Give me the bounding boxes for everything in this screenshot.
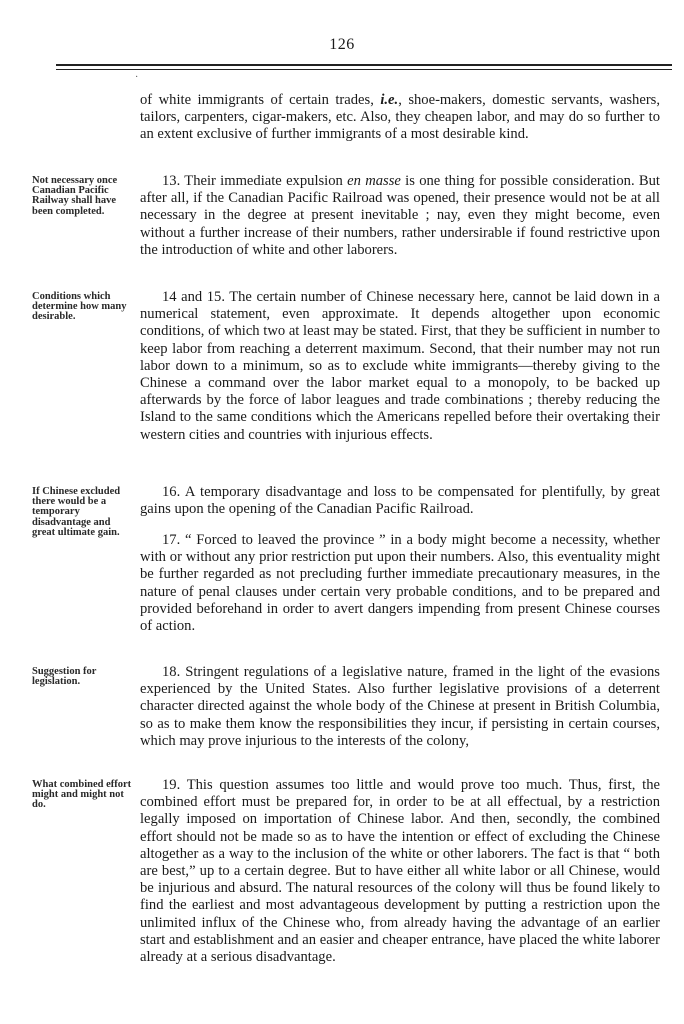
marginal-note-16: If Chinese excluded there would be a temporary disadvantage and great ultimate gain.: [32, 486, 121, 538]
paragraph-19: [140, 777, 660, 966]
paragraph-13: [140, 173, 660, 259]
marginal-note-18: Suggestion for legislation.: [32, 666, 97, 688]
paragraph-text: 14 and 15. The certain number of Chinese necessary here, cannot be laid down in a numerical statement, even approximate. It depends altogether upon economic conditions, of which two at least may be stated. First, that they be sufficient in number to keep labor from reaching a deterrent maximum. Second, that their number may not run labor down to a minimum, so as to exclude white immigrants—thereby giving to the Chinese a command over the labor market equal to a monopoly, to be backed up afterwards by the force of labor leagues and trade combinations ; thereby reducing the Island to the same conditions which the Americans repelled before their overtaking their western cities and countries with injurious effects.: [140, 289, 660, 443]
stray-mark: ·: [135, 72, 139, 83]
paragraph-text: 17. “ Forced to leaved the province ” in a body might become a necessity, whether with or without any prior restriction put upon their numbers. Also, this eventuality might be further regarded as not precluding further immediate precautionary measures, in the nature of penal clauses under certain very probable conditions, and to be prepared and provided beforehand in order to avert dangers impending from present Chinese courses of action.: [140, 532, 660, 635]
paragraph-text: 19. This question assumes too little and would prove too much. Thus, first, the combined effort must be prepared for, in order to be at all effectual, by a restriction legally imposed on importation of Chinese labor. And then, secondly, the combined effort should not be made so as to have the intention or effect of excluding the Chinese altogether as a way to the inclusion of the white or other laborers. The fact is that “ both are best,” up to a certain degree. But to have either all white labor or all Chinese, would be injurious and absurd. The natural resources of the colony will thus be found likely to find the earliest and most advantageous development by putting a restriction upon the unlimited influx of the Chinese who, from already having the advantage of an earlier start and establishment and an easier and cheaper entrance, have placed the white laborer already at a serious disadvantage.: [140, 777, 660, 966]
text-run: , shoe-makers, domestic servants, washers, tailors, carpenters, cigar-makers, etc. Also, they cheapen labor, and may do so further to an extent exclusive of further immigrants of a most desirable kind.: [140, 92, 661, 143]
text-run: 13. Their immediate expulsion: [162, 173, 348, 189]
page-number: 126: [329, 36, 355, 53]
header-rule-thin: [56, 69, 672, 70]
paragraph-16: [140, 484, 660, 518]
paragraph-18: [140, 664, 660, 750]
text-run: is one thing for possible consideration. But after all, if the Canadian Pacific Railroad was opened, their presence would not be at all necessary in the degree at present inevitable ; nay, even they might become, even without a further increase of their numbers, rather undersirable if found restrictive upon the introduction of white and other laborers.: [140, 173, 660, 258]
marginal-note-13: Not necessary once Canadian Pacific Railway shall have been completed.: [32, 175, 118, 217]
italic-ie: i.e.: [380, 92, 399, 108]
paragraph-text: 16. A temporary disadvantage and loss to be compensated for plentifully, by great gains upon the opening of the Canadian Pacific Railroad.: [140, 484, 660, 518]
header-rule-thick: [56, 64, 672, 66]
paragraph-17: [140, 532, 660, 635]
paragraph-12-continuation: [140, 92, 660, 144]
italic-en-masse: en masse: [347, 173, 401, 189]
paragraph-14-15: [140, 289, 660, 444]
paragraph-text: 18. Stringent regulations of a legislative nature, framed in the light of the evasions experienced by the United States. Also further legislative provisions of a deterrent character directed against the whole body of the Chinese at present in British Columbia, so as to make them know the responsibilities they incur, if persisting in certain courses, which may prove injurious to the interests of the colony,: [140, 664, 660, 749]
text-run: of white immigrants of certain trades,: [140, 92, 381, 108]
marginal-note-14: Conditions which determine how many desirable.: [32, 291, 127, 323]
marginal-note-19: What combined effort might and might not do.: [32, 779, 132, 811]
